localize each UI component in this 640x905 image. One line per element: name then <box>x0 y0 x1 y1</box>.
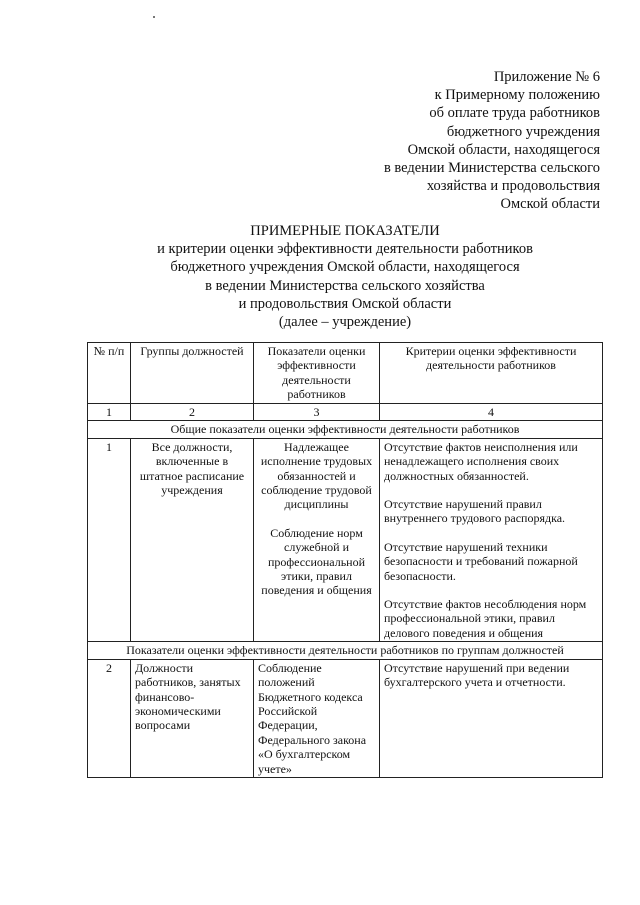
appendix-line: об оплате труда работников <box>429 105 600 122</box>
appendix-line: бюджетного учреждения <box>446 123 600 140</box>
appendix-header <box>384 68 600 214</box>
header-cell-number: № п/п <box>88 343 131 404</box>
column-number: 4 <box>380 404 603 421</box>
row-group: Должности работников, занятых финансово-экономическими вопросами <box>131 659 254 777</box>
indicator-text: Соблюдение норм служебной и профессиональной этики, правил поведения и общения <box>261 525 372 598</box>
criterion-text: Отсутствие нарушений правил внутреннего трудового распорядка. <box>384 497 566 526</box>
appendix-line: Приложение № 6 <box>493 69 600 85</box>
row-number: 1 <box>88 438 131 641</box>
appendix-line: хозяйства и продовольствия <box>426 178 600 195</box>
table-row <box>88 438 603 641</box>
table-row <box>88 659 603 777</box>
section-row <box>88 642 603 659</box>
criterion-text: Отсутствие фактов неисполнения или ненадлежащего исполнения своих должностных обязанностей. <box>384 439 578 483</box>
header-cell-group: Группы должностей <box>131 343 254 404</box>
header-row <box>88 343 603 404</box>
row-criterion: Отсутствие нарушений при ведении бухгалтерского учета и отчетности. <box>380 659 603 777</box>
appendix-line: Омской области <box>500 196 600 213</box>
document-title <box>80 222 610 331</box>
title-line: бюджетного учреждения Омской области, находящегося <box>170 259 520 276</box>
appendix-line: Омской области, находящегося <box>407 141 600 158</box>
criterion-text: Отсутствие фактов несоблюдения норм профессиональной этики, правил делового поведения и общения <box>384 597 587 640</box>
title-line: в ведении Министерства сельского хозяйства <box>205 277 485 294</box>
column-number-row <box>88 404 603 421</box>
indicators-table <box>87 342 603 778</box>
section-title-general: Общие показатели оценки эффективности деятельности работников <box>88 421 603 438</box>
title-line: ПРИМЕРНЫЕ ПОКАЗАТЕЛИ <box>250 223 440 239</box>
appendix-line: в ведении Министерства сельского <box>383 160 600 177</box>
row-indicators <box>254 438 380 641</box>
row-group: Все должности, включенные в штатное расписание учреждения <box>131 438 254 641</box>
column-number: 3 <box>254 404 380 421</box>
section-row <box>88 421 603 438</box>
title-line: и продовольствия Омской области <box>238 295 452 312</box>
row-criteria <box>380 438 603 641</box>
header-cell-criteria: Критерии оценки эффективности деятельности работников <box>380 343 603 404</box>
appendix-line: к Примерному положению <box>434 87 600 104</box>
criterion-text: Отсутствие нарушений техники безопасности и требований пожарной безопасности. <box>384 539 578 583</box>
column-number: 1 <box>88 404 131 421</box>
row-indicator: Соблюдение положений Бюджетного кодекса Российской Федерации, Федерального закона «О бухгалтерском учете» <box>254 659 380 777</box>
header-cell-indicators: Показатели оценки эффективности деятельности работников <box>254 343 380 404</box>
title-line: и критерии оценки эффективности деятельности работников <box>157 241 533 258</box>
title-line: (далее – учреждение) <box>278 314 412 331</box>
column-number: 2 <box>131 404 254 421</box>
section-title-groups: Показатели оценки эффективности деятельности работников по группам должностей <box>88 642 603 659</box>
row-number: 2 <box>88 659 131 777</box>
indicator-text: Надлежащее исполнение трудовых обязанностей и соблюдение трудовой дисциплины <box>260 439 373 512</box>
scan-speck <box>153 16 155 18</box>
